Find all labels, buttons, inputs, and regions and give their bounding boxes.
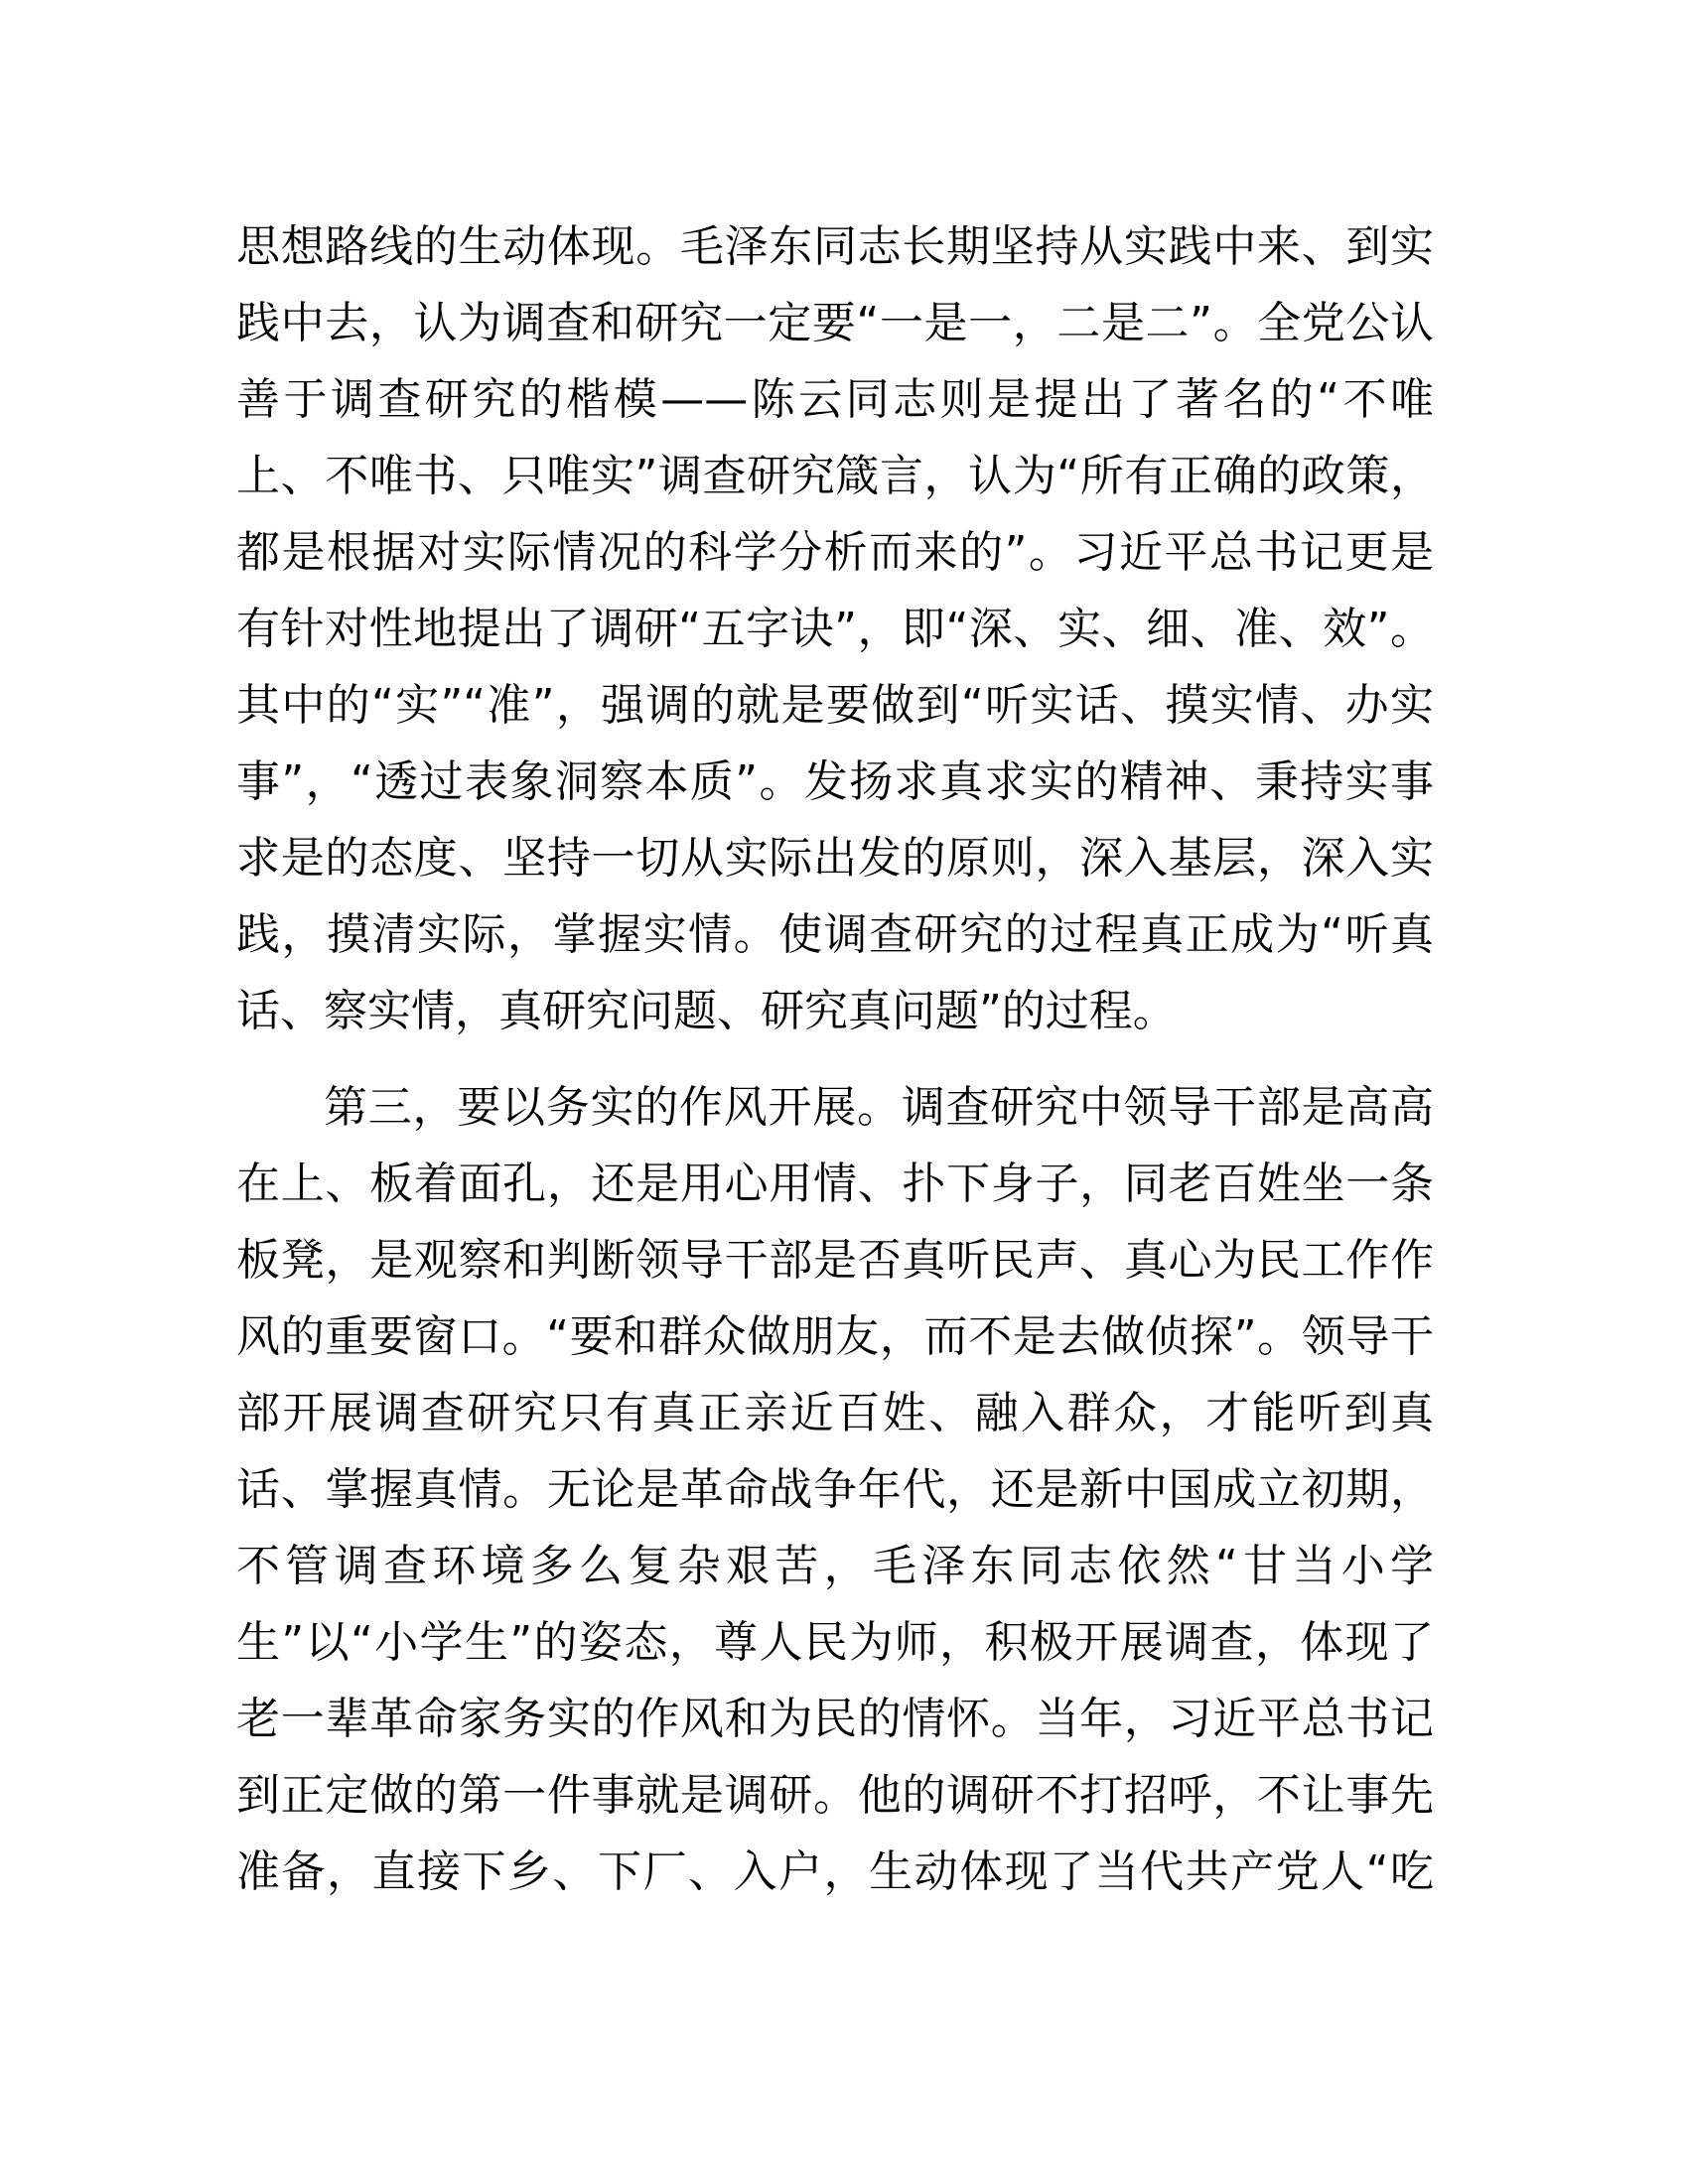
document-text-block bbox=[236, 208, 1434, 1910]
paragraph-continuation: 思想路线的生动体现。毛泽东同志长期坚持从实践中来、到实践中去，认为调查和研究一定要“一是一，二是二”。全党公认善于调查研究的楷模——陈云同志则是提出了著名的“不唯上、不唯书、只唯实”调查研究箴言，认为“所有正确的政策，都是根据对实际情况的科学分析而来的”。习近平总书记更是有针对性地提出了调研“五字诀”，即“深、实、细、准、效”。其中的“实”“准”，强调的就是要做到“听实话、摸实情、办实事”，“透过表象洞察本质”。发扬求真求实的精神、秉持实事求是的态度、坚持一切从实际出发的原则，深入基层，深入实践，摸清实际，掌握实情。使调查研究的过程真正成为“听真话、察实情，真研究问题、研究真问题”的过程。 bbox=[236, 221, 1434, 1036]
paragraph-third-point: 第三，要以务实的作风开展。调查研究中领导干部是高高在上、板着面孔，还是用心用情、扑下身子，同老百姓坐一条板凳，是观察和判断领导干部是否真听民声、真心为民工作作风的重要窗口。“要和群众做朋友，而不是去做侦探”。领导干部开展调查研究只有真正亲近百姓、融入群众，才能听到真话、掌握真情。无论是革命战争年代，还是新中国成立初期，不管调查环境多么复杂艰苦，毛泽东同志依然“甘当小学生”以“小学生”的姿态，尊人民为师，积极开展调查，体现了老一辈革命家务实的作风和为民的情怀。当年，习近平总书记到正定做的第一件事就是调研。他的调研不打招呼，不让事先准备，直接下乡、下厂、入户，生动体现了当代共产党人“吃 bbox=[236, 1082, 1434, 1897]
